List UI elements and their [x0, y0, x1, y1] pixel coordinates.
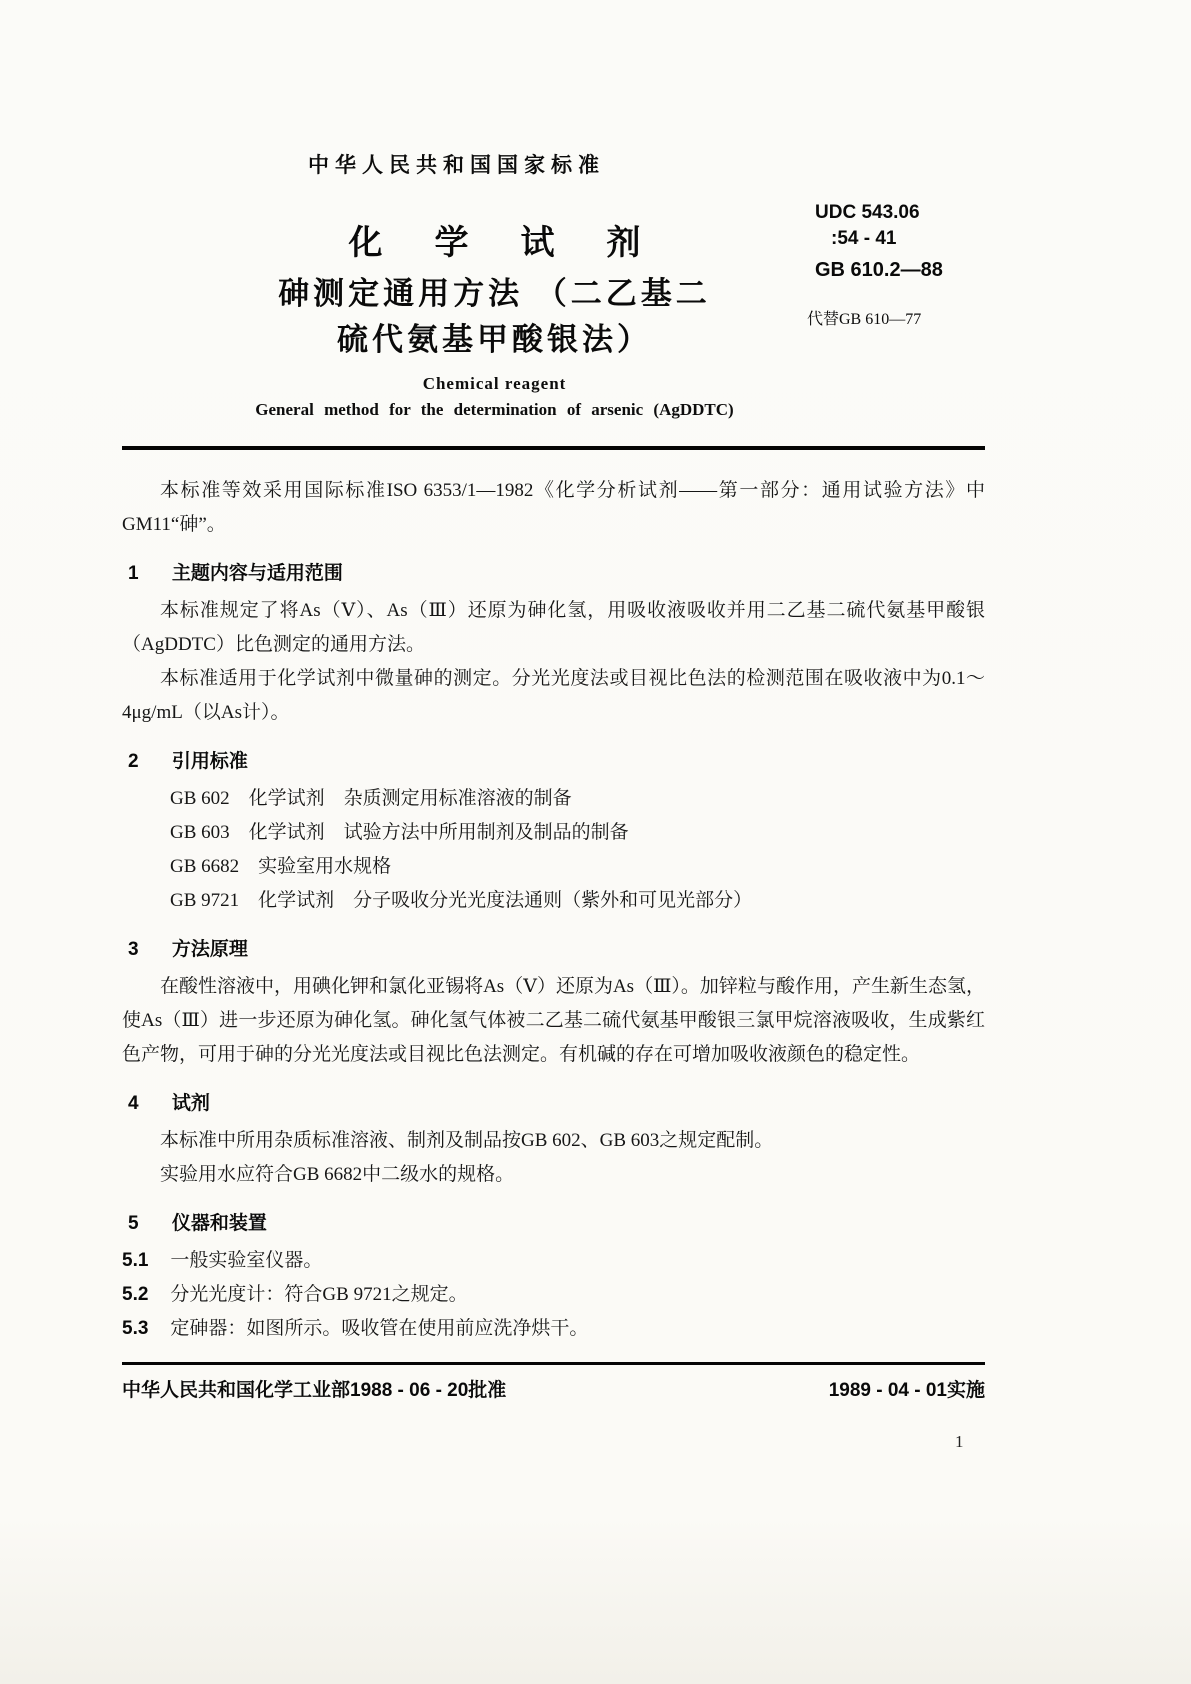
paragraph: 本标准中所用杂质标准溶液、制剂及制品按GB 602、GB 603之规定配制。 [160, 1130, 774, 1151]
english-title [122, 372, 867, 422]
section-1-heading [128, 562, 985, 586]
implementation-text: 1989 - 04 - 01实施 [828, 1380, 985, 1401]
section-2 [122, 750, 985, 918]
approval-text: 中华人民共和国化学工业部1988 - 06 - 20批准 [122, 1380, 507, 1401]
section-1 [122, 562, 985, 730]
section-3-heading [128, 938, 985, 962]
document-page [122, 0, 985, 1352]
clause-item [122, 1312, 985, 1346]
udc-code-line-1: UDC 543.06 [815, 202, 920, 223]
paragraph: 本标准适用于化学试剂中微量砷的测定。分光光度法或目视比色法的检测范围在吸收液中为0.1～4μg/mL（以As计）。 [122, 668, 985, 723]
section-number: 5 [128, 1213, 139, 1234]
section-title: 主题内容与适用范围 [171, 563, 343, 584]
reference-item: GB 602 化学试剂 杂质测定用标准溶液的制备 [170, 788, 572, 809]
chinese-title [122, 222, 867, 360]
title-block [122, 202, 985, 422]
reference-item: GB 603 化学试剂 试验方法中所用制剂及制品的制备 [170, 822, 629, 843]
section-4 [122, 1092, 985, 1192]
section-number: 2 [128, 751, 139, 772]
title-line-1: 化学试剂 [348, 224, 693, 262]
clause-item [122, 1278, 985, 1312]
title-line-3: 硫代氨基甲酸银法） [337, 322, 652, 357]
section-title: 仪器和装置 [171, 1213, 267, 1234]
clause-text: 一般实验室仪器。 [170, 1250, 323, 1271]
section-title: 方法原理 [171, 939, 248, 960]
reference-item: GB 6682 实验室用水规格 [170, 856, 392, 877]
clause-text: 定砷器：如图所示。吸收管在使用前应洗净烘干。 [170, 1318, 589, 1339]
clause-number: 5.3 [122, 1318, 149, 1339]
standard-banner: 中华人民共和国国家标准 [308, 154, 605, 177]
replaces-note: 代替GB 610—77 [807, 311, 922, 328]
section-2-heading [128, 750, 985, 774]
clause-number: 5.1 [122, 1250, 149, 1271]
section-5 [122, 1212, 985, 1346]
reference-item: GB 9721 化学试剂 分子吸收分光光度法通则（紫外和可见光部分） [170, 890, 753, 911]
english-title-line-1: Chemical reagent [422, 374, 567, 393]
paragraph: 实验用水应符合GB 6682中二级水的规格。 [160, 1164, 515, 1185]
section-5-heading [128, 1212, 985, 1236]
standard-codes [807, 200, 985, 331]
section-number: 4 [128, 1093, 139, 1114]
footer-divider [122, 1362, 985, 1365]
section-title: 试剂 [171, 1093, 210, 1114]
paragraph: 本标准规定了将As（Ⅴ）、As（Ⅲ）还原为砷化氢，用吸收液吸收并用二乙基二硫代氨基甲酸银（AgDDTC）比色测定的通用方法。 [122, 600, 985, 655]
clause-item [122, 1244, 985, 1278]
section-4-heading [128, 1092, 985, 1116]
section-3 [122, 938, 985, 1072]
clause-text: 分光光度计：符合GB 9721之规定。 [170, 1284, 468, 1305]
clause-number: 5.2 [122, 1284, 149, 1305]
udc-code-line-2: :54 - 41 [831, 228, 897, 249]
section-number: 1 [128, 563, 139, 584]
header-divider [122, 446, 985, 450]
paragraph: 在酸性溶液中，用碘化钾和氯化亚锡将As（Ⅴ）还原为As（Ⅲ）。加锌粒与酸作用，产生新生态氢，使As（Ⅲ）进一步还原为砷化氢。砷化氢气体被二乙基二硫代氨基甲酸银三氯甲烷溶液吸收，生成紫红色产物，可用于砷的分光光度法或目视比色法测定。有机碱的存在可增加吸收液颜色的稳定性。 [122, 976, 985, 1065]
english-title-line-2: General method for the determination of arsenic (AgDDTC) [255, 400, 734, 419]
section-number: 3 [128, 939, 139, 960]
standard-number: GB 610.2—88 [815, 259, 943, 281]
page-number: 1 [955, 1432, 964, 1451]
intro-paragraph: 本标准等效采用国际标准ISO 6353/1—1982《化学分析试剂——第一部分：通用试验方法》中GM11“砷”。 [122, 480, 985, 535]
section-title: 引用标准 [171, 751, 248, 772]
title-line-2: 砷测定通用方法 （二乙基二 [278, 276, 711, 311]
footer [122, 1378, 985, 1404]
